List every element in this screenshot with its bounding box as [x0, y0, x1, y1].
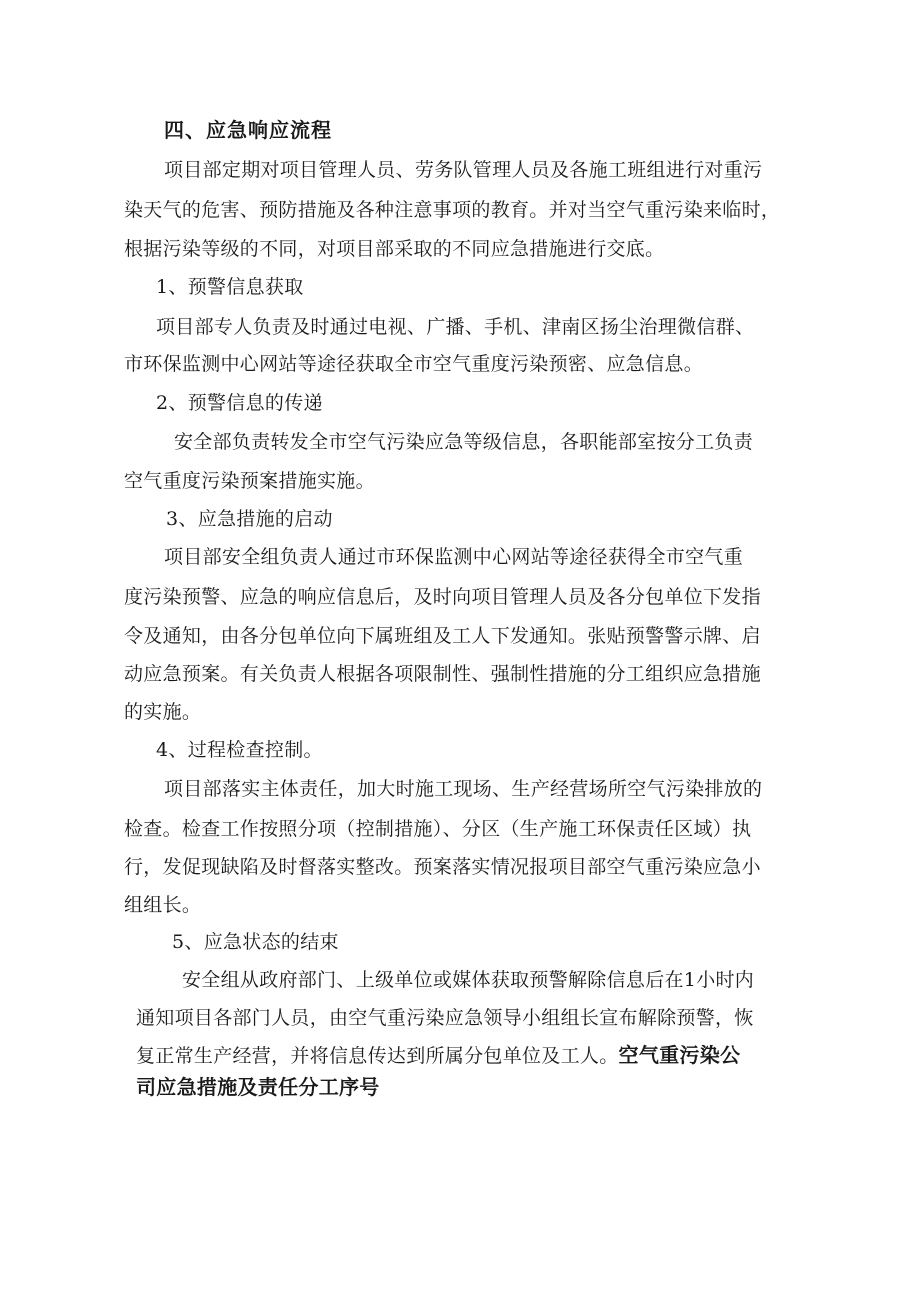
item-4-line-1: 项目部落实主体责任，加大时施工现场、生产经营场所空气污染排放的 — [164, 778, 763, 800]
item-1-line-1: 项目部专人负责及时通过电视、广播、手机、津南区扬尘治理微信群、 — [156, 316, 755, 338]
item-3-line-2: 度污染预警、应急的响应信息后，及时向项目管理人员及各分包单位下发指 — [124, 586, 761, 608]
item-3-line-5: 的实施。 — [124, 701, 202, 723]
item-3-line-3: 令及通知，由各分包单位向下属班组及工人下发通知。张贴预警警示牌、启 — [124, 625, 761, 647]
item-5-line-3 — [136, 1043, 740, 1068]
intro-line-2: 染天气的危害、预防措施及各种注意事项的教育。并对当空气重污染来临时， — [124, 199, 781, 221]
intro-line-1: 项目部定期对项目管理人员、劳务队管理人员及各施工班组进行对重污 — [164, 159, 763, 181]
item-4-line-3: 行，发促现缺陷及时督落实整改。预案落实情况报项目部空气重污染应急小 — [124, 856, 761, 878]
item-4-line-2: 检查。检查工作按照分项（控制措施）、分区（生产施工环保责任区域）执 — [124, 818, 752, 840]
intro-line-3: 根据污染等级的不同，对项目部采取的不同应急措施进行交底。 — [124, 238, 665, 260]
item-1-heading: 1、预警信息获取 — [156, 276, 304, 298]
tail-line: 司应急措施及责任分工序号 — [136, 1075, 380, 1099]
item-1-line-2: 市环保监测中心网站等途径获取全市空气重度污染预密、应急信息。 — [124, 353, 704, 375]
tail-inline-text: 空气重污染公 — [618, 1043, 741, 1067]
section-title: 四、应急响应流程 — [164, 118, 332, 142]
item-3-heading: 3、应急措施的启动 — [166, 508, 333, 530]
item-5-line-2: 通知项目各部门人员，由空气重污染应急领导小组组长宣布解除预警，恢 — [136, 1007, 754, 1029]
item-5-line-1: 安全组从政府部门、上级单位或媒体获取预警解除信息后在1小时内 — [182, 969, 755, 991]
item-2-line-2: 空气重度污染预案措施实施。 — [124, 470, 375, 492]
item-4-heading: 4、过程检查控制。 — [156, 739, 323, 761]
item-2-line-1: 安全部负责转发全市空气污染应急等级信息，各职能部室按分工负责 — [174, 431, 754, 453]
item-4-line-4: 组组长。 — [124, 894, 202, 916]
item-3-line-1: 项目部安全组负责人通过市环保监测中心网站等途径获得全市空气重 — [164, 546, 744, 568]
item-5-heading: 5、应急状态的结束 — [172, 931, 339, 953]
item-5-line-3-text: 复正常生产经营，并将信息传达到所属分包单位及工人。 — [136, 1045, 619, 1067]
item-2-heading: 2、预警信息的传递 — [156, 392, 323, 414]
item-3-line-4: 动应急预案。有关负责人根据各项限制性、强制性措施的分工组织应急措施 — [124, 663, 761, 685]
